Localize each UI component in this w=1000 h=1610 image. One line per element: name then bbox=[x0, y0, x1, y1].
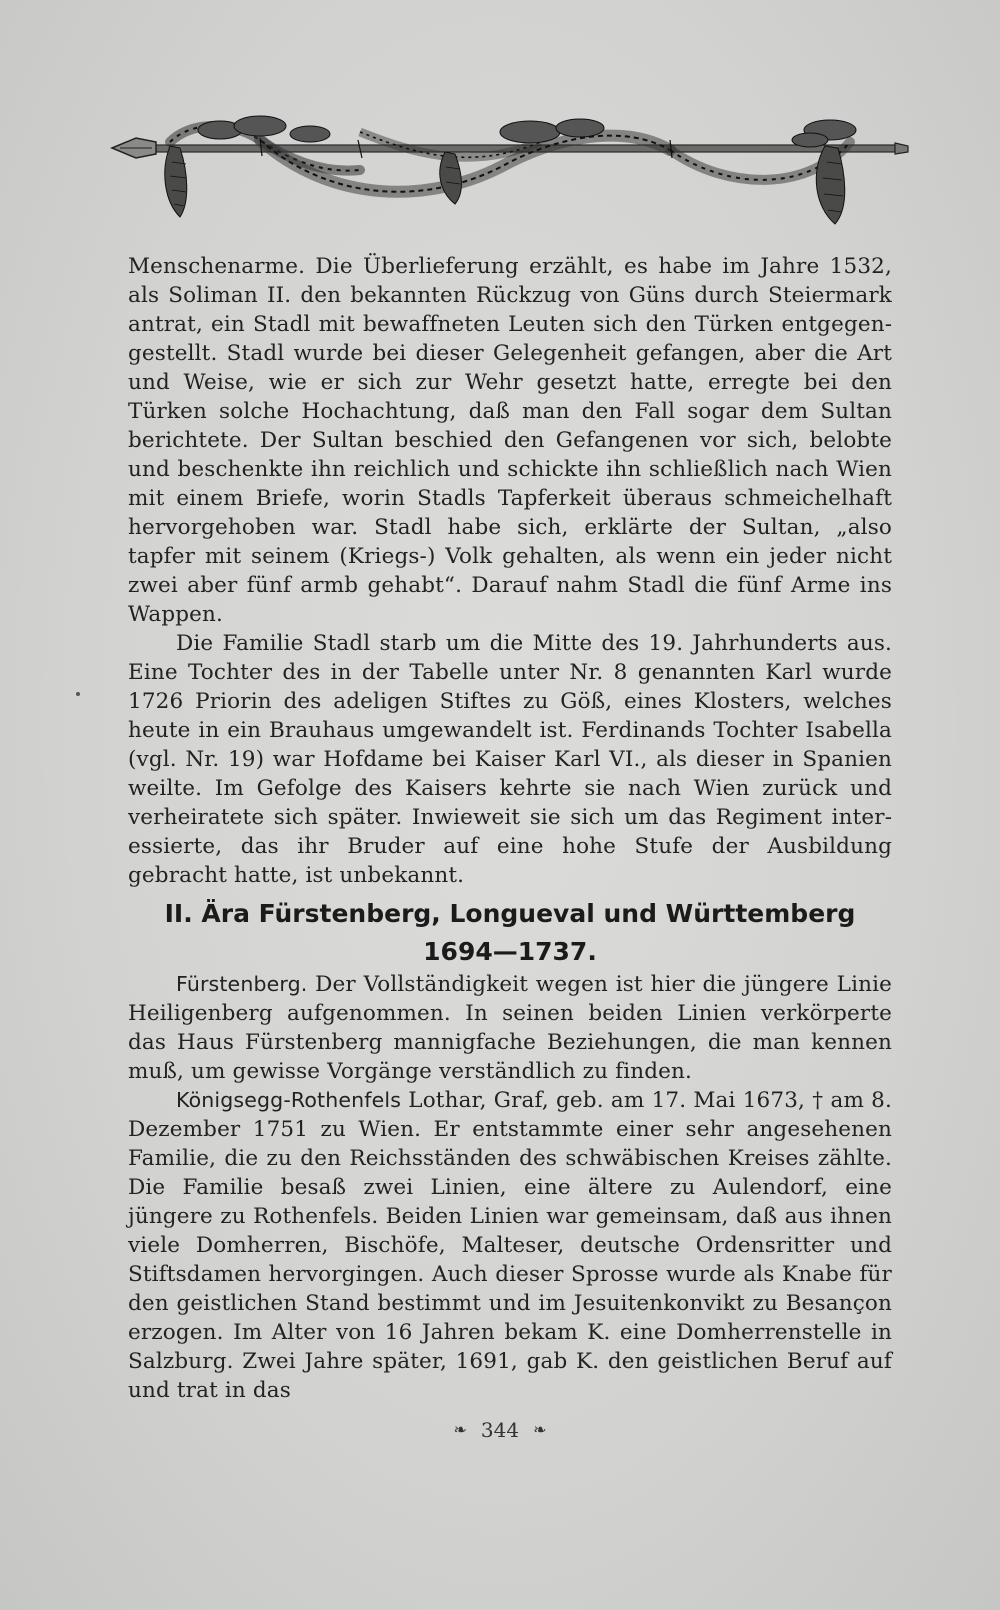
section-heading bbox=[128, 895, 892, 971]
paragraph-fuerstenberg bbox=[128, 970, 892, 1086]
section-heading-years: 1694—1737. bbox=[423, 937, 597, 966]
page-number-value: 344 bbox=[480, 1418, 520, 1442]
paper-speck bbox=[76, 692, 80, 696]
entry-text: Lothar, Graf, geb. am 17. Mai 1673, † am 8. Dezember 1751 zu Wien. Er entstammte einer sehr angesehenen Familie, die zu den Reichsständen des schwäbischen Kreises zählte. Die Familie besaß zwei Linien, eine ältere zu Aulendorf, eine jüngere zu Rothenfels. Beiden Linien war gemeinsam, daß aus ihnen viele Domherren, Bischöfe, Malteser, deutsche Ordensritter und Stiftsdamen hervorgingen. Auch dieser Sprosse wurde als Knabe für den geistlichen Stand bestimmt und im Jesuitenkonvikt zu Besançon erzogen. Im Alter von 16 Jahren bekam K. eine Domherrenstelle in Salzburg. Zwei Jahre später, 1691, gab K. den geistlichen Beruf auf und trat in das bbox=[128, 1088, 892, 1403]
body-text-section-2 bbox=[128, 970, 892, 1405]
entry-name: Königsegg-Rothenfels bbox=[176, 1088, 402, 1112]
section-heading-title: II. Ära Fürstenberg, Longueval und Württemberg bbox=[164, 899, 856, 928]
entry-text: Der Vollständigkeit wegen ist hier die jüngere Linie Heiligenberg aufgenommen. In seinen beiden Linien verkörperte das Haus Fürstenberg mannigfache Beziehungen, die man kennen muß, um gewisse Vorgänge verständlich zu finden. bbox=[128, 972, 892, 1084]
page-number bbox=[0, 1418, 1000, 1442]
paragraph: Die Familie Stadl starb um die Mitte des 19. Jahrhunderts aus. Eine Tochter des in der Tabelle unter Nr. 8 genannten Karl wurde 1726 Priorin des adeligen Stiftes zu Göß, eines Klosters, welches heute in ein Brauhaus umgewandelt ist. Ferdinands Tochter Isabella (vgl. Nr. 19) war Hofdame bei Kaiser Karl VI., als dieser in Spanien weilte. Im Gefolge des Kaisers kehrte sie nach Wien zurück und verheiratete sich später. Inwieweit sie sich um das Regiment interessierte, das ihr Bruder auf eine hohe Stufe der Ausbildung gebracht hatte, ist unbekannt. bbox=[128, 631, 892, 888]
paragraph: Menschenarme. Die Überlieferung erzählt, es habe im Jahre 1532, als Soliman II. den bekannten Rückzug von Güns durch Steiermark antrat, ein Stadl mit bewaffneten Leuten sich den Türken entgegengestellt. Stadl wurde bei dieser Gelegenheit gefangen, aber die Art und Weise, wie er sich zur Wehr gesetzt hatte, erregte bei den Türken solche Hochachtung, daß man den Fall sogar dem Sultan berichtete. Der Sultan beschied den Gefangenen vor sich, belobte und beschenkte ihn reichlich und schickte ihn schließlich nach Wien mit einem Briefe, worin Stadls Tapferkeit überaus schmeichelhaft hervorgehoben war. Stadl habe sich, erklärte der Sultan, „also tapfer mit seinem (Kriegs-) Volk gehalten, als wenn ein jeder nicht zwei aber fünf armb gehabt“. Darauf nahm Stadl die fünf Arme ins Wappen. bbox=[128, 254, 892, 627]
leaf-ornament-icon: ❧ bbox=[533, 1420, 547, 1439]
body-text-section-1 bbox=[128, 252, 892, 890]
paragraph-koenigsegg bbox=[128, 1086, 892, 1405]
garland-spear-icon bbox=[110, 112, 910, 232]
entry-name: Fürstenberg. bbox=[176, 972, 308, 996]
leaf-ornament-icon: ❧ bbox=[453, 1420, 467, 1439]
